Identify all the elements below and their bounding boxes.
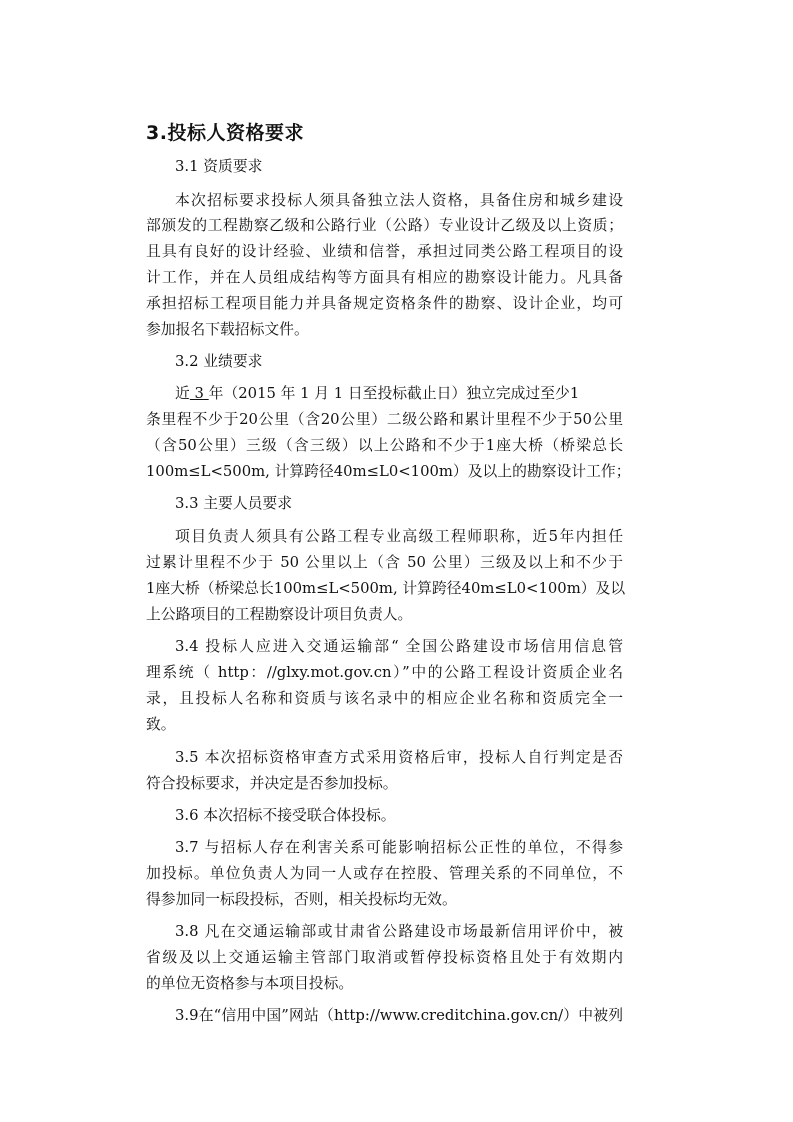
paragraph-line: 得参加同一标段投标，否则，相关投标均无效。	[146, 891, 457, 908]
paragraph-line: 3.8 凡在交通运输部或甘肃省公路建设市场最新信用评价中，被	[175, 923, 623, 940]
paragraph-line	[175, 384, 579, 404]
paragraph-line: 过累计里程不少于 50 公里以上（含 50 公里）三级及以上和不少于	[146, 554, 623, 571]
paragraph-line: 参加报名下载招标文件。	[146, 321, 309, 338]
paragraph-line: 承担招标工程项目能力并具备规定资格条件的勘察、设计企业，均可	[146, 295, 623, 312]
paragraph-line: 理系统（ http：//glxy.mot.gov.cn）”中的公路工程设计资质企业名	[146, 664, 623, 681]
paragraph-line: 计工作，并在人员组成结构等方面具有相应的勘察设计能力。凡具备	[146, 269, 623, 286]
paragraph-line: 3.7 与招标人存在利害关系可能影响招标公正性的单位，不得参	[175, 839, 623, 856]
paragraph-line: 3.4 投标人应进入交通运输部“ 全国公路建设市场信用信息管	[175, 638, 623, 655]
paragraph-line: 的单位无资格参与本项目投标。	[146, 975, 354, 992]
paragraph-line: 上公路项目的工程勘察设计项目负责人。	[146, 606, 413, 623]
paragraph-line: 省级及以上交通运输主管部门取消或暂停投标资格且处于有效期内	[146, 949, 623, 966]
text-prefix: 近	[175, 385, 190, 402]
paragraph-line: 3.9在“信用中国”网站（http://www.creditchina.gov.cn/）中被列	[175, 1007, 623, 1024]
paragraph-line: 3.5 本次招标资格审查方式采用资格后审，投标人自行判定是否	[175, 749, 623, 766]
paragraph-line: 录，且投标人名称和资质与该名录中的相应企业名称和资质完全一	[146, 690, 623, 707]
paragraph-line: 1座大桥（桥梁总长100m≤L<500m, 计算跨径40m≤L0<100m）及以	[146, 580, 626, 597]
paragraph-line: 3.6 本次招标不接受联合体投标。	[175, 807, 396, 824]
paragraph-line: 本次招标要求投标人须具备独立法人资格，具备住房和城乡建设	[175, 192, 623, 209]
paragraph-line: 加投标。单位负责人为同一人或存在控股、管理关系的不同单位，不	[146, 865, 623, 882]
paragraph-line: 条里程不少于20公里（含20公里）二级公路和累计里程不少于50公里	[146, 411, 623, 428]
paragraph-line: 致。	[146, 716, 176, 733]
subsection-title-3-3: 3.3 主要人员要求	[175, 495, 293, 512]
paragraph-line: 项目负责人须具有公路工程专业高级工程师职称，近5年内担任	[175, 528, 623, 545]
paragraph-line: 符合投标要求，并决定是否参加投标。	[146, 775, 398, 792]
paragraph-line: 且具有良好的设计经验、业绩和信誉，承担过同类公路工程项目的设	[146, 243, 623, 260]
paragraph-line: 部颁发的工程勘察乙级和公路行业（公路）专业设计乙级及以上资质；	[146, 217, 623, 234]
subsection-title-3-2: 3.2 业绩要求	[175, 353, 263, 370]
paragraph-line: （含50公里）三级（含三级）以上公路和不少于1座大桥（桥梁总长	[146, 437, 623, 454]
text-suffix: 年（2015 年 1 月 1 日至投标截止日）独立完成过至少1	[208, 385, 580, 402]
paragraph-line: 100m≤L<500m, 计算跨径40m≤L0<100m）及以上的勘察设计工作；	[146, 463, 631, 480]
section-heading: 3.投标人资格要求	[146, 122, 304, 144]
years-value: 3	[194, 385, 204, 402]
subsection-title-3-1: 3.1 资质要求	[175, 158, 263, 175]
